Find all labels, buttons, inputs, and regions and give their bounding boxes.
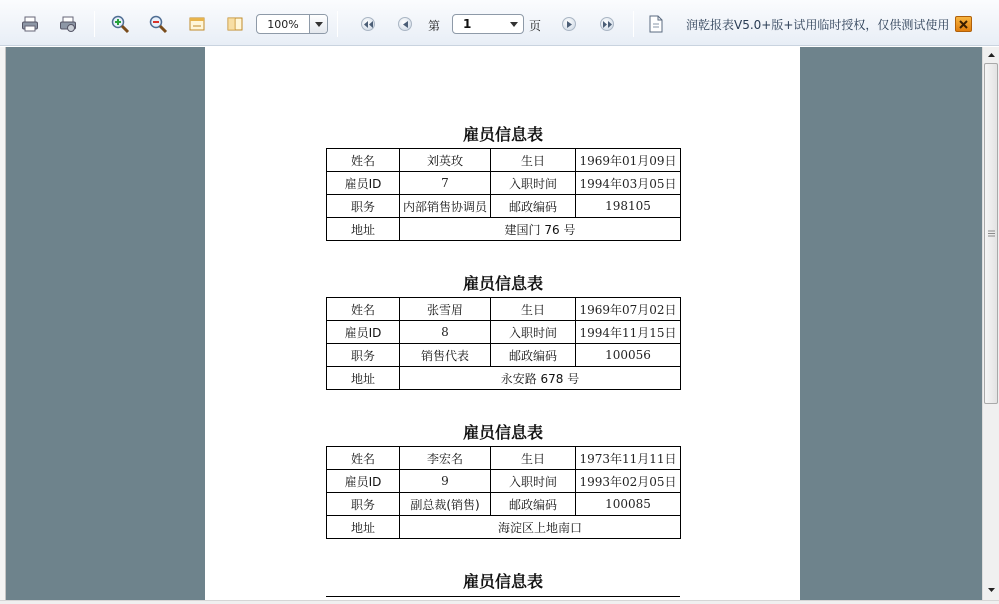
address-label: 地址 xyxy=(327,218,400,241)
hire-date-value: 1994年03月05日 xyxy=(576,172,681,195)
birthday-value: 1973年11月11日 xyxy=(576,447,681,470)
id-value: 9 xyxy=(400,470,491,493)
table-row xyxy=(327,344,681,367)
postcode-value: 100085 xyxy=(576,493,681,516)
hire-date-value: 1994年11月15日 xyxy=(576,321,681,344)
employee-table xyxy=(326,446,681,539)
title-value: 内部销售协调员 xyxy=(400,195,491,218)
last-page-icon[interactable] xyxy=(600,17,614,31)
address-value: 建国门 76 号 xyxy=(400,218,681,241)
record-heading: 雇员信息表 xyxy=(462,274,543,293)
table-row xyxy=(327,298,681,321)
table-row xyxy=(327,516,681,539)
table-row xyxy=(327,367,681,390)
postcode-label: 邮政编码 xyxy=(491,344,576,367)
birthday-value: 1969年07月02日 xyxy=(576,298,681,321)
page-suffix-label: 页 xyxy=(529,19,542,33)
employee-table xyxy=(326,148,681,241)
scrollbar-thumb[interactable] xyxy=(984,63,998,404)
hire-date-label: 入职时间 xyxy=(491,470,576,493)
page-prefix-label: 第 xyxy=(428,19,441,33)
table-row xyxy=(327,470,681,493)
name-value: 张雪眉 xyxy=(400,298,491,321)
page-number-input[interactable] xyxy=(452,14,524,34)
name-label: 姓名 xyxy=(327,149,400,172)
birthday-value: 1969年01月09日 xyxy=(576,149,681,172)
print-icon[interactable] xyxy=(20,14,40,34)
zoom-in-icon[interactable] xyxy=(110,14,130,34)
record-heading: 雇员信息表 xyxy=(462,572,543,591)
birthday-label: 生日 xyxy=(491,447,576,470)
record-heading: 雇员信息表 xyxy=(462,125,543,144)
table-row xyxy=(327,321,681,344)
id-label: 雇员ID xyxy=(327,172,400,195)
close-icon[interactable] xyxy=(955,16,972,32)
id-label: 雇员ID xyxy=(327,321,400,344)
postcode-value: 198105 xyxy=(576,195,681,218)
birthday-label: 生日 xyxy=(491,298,576,321)
postcode-label: 邮政编码 xyxy=(491,493,576,516)
hire-date-label: 入职时间 xyxy=(491,321,576,344)
table-row xyxy=(327,218,681,241)
print-setup-icon[interactable] xyxy=(58,14,78,34)
title-value: 副总裁(销售) xyxy=(400,493,491,516)
table-row xyxy=(327,172,681,195)
name-label: 姓名 xyxy=(327,298,400,321)
employee-table xyxy=(326,297,681,390)
page-width-icon[interactable] xyxy=(187,14,207,34)
scroll-down-icon[interactable] xyxy=(983,582,999,598)
record-heading: 雇员信息表 xyxy=(462,423,543,442)
zoom-out-icon[interactable] xyxy=(148,14,168,34)
address-label: 地址 xyxy=(327,516,400,539)
zoom-value: 100% xyxy=(267,17,299,31)
title-label: 职务 xyxy=(327,195,400,218)
postcode-label: 邮政编码 xyxy=(491,195,576,218)
id-label: 雇员ID xyxy=(327,470,400,493)
title-label: 职务 xyxy=(327,344,400,367)
report-toolbar xyxy=(0,0,999,46)
address-value: 永安路 678 号 xyxy=(400,367,681,390)
page-number-value: 1 xyxy=(463,17,472,31)
title-label: 职务 xyxy=(327,493,400,516)
hire-date-label: 入职时间 xyxy=(491,172,576,195)
table-row xyxy=(327,493,681,516)
next-page-icon[interactable] xyxy=(562,17,576,31)
hire-date-value: 1993年02月05日 xyxy=(576,470,681,493)
table-row xyxy=(327,149,681,172)
name-value: 李宏名 xyxy=(400,447,491,470)
export-icon[interactable] xyxy=(646,14,666,34)
license-info-text: 润乾报表V5.0+版+试用临时授权，仅供测试使用 xyxy=(686,18,950,32)
address-label: 地址 xyxy=(327,367,400,390)
id-value: 7 xyxy=(400,172,491,195)
table-row xyxy=(327,195,681,218)
birthday-label: 生日 xyxy=(491,149,576,172)
id-value: 8 xyxy=(400,321,491,344)
zoom-select[interactable] xyxy=(256,14,328,34)
name-label: 姓名 xyxy=(327,447,400,470)
name-value: 刘英玫 xyxy=(400,149,491,172)
postcode-value: 100056 xyxy=(576,344,681,367)
report-viewer xyxy=(0,47,999,604)
address-value: 海淀区上地南口 xyxy=(400,516,681,539)
chevron-down-icon[interactable] xyxy=(505,15,523,33)
scroll-up-icon[interactable] xyxy=(983,47,999,63)
prev-page-icon[interactable] xyxy=(398,17,412,31)
bottom-border xyxy=(0,600,999,604)
page-fit-icon[interactable] xyxy=(225,14,245,34)
left-border xyxy=(0,47,6,604)
vertical-scrollbar[interactable] xyxy=(982,47,999,600)
chevron-down-icon[interactable] xyxy=(309,15,327,33)
title-value: 销售代表 xyxy=(400,344,491,367)
first-page-icon[interactable] xyxy=(361,17,375,31)
table-top-border xyxy=(326,596,680,597)
table-row xyxy=(327,447,681,470)
report-page xyxy=(205,47,800,600)
